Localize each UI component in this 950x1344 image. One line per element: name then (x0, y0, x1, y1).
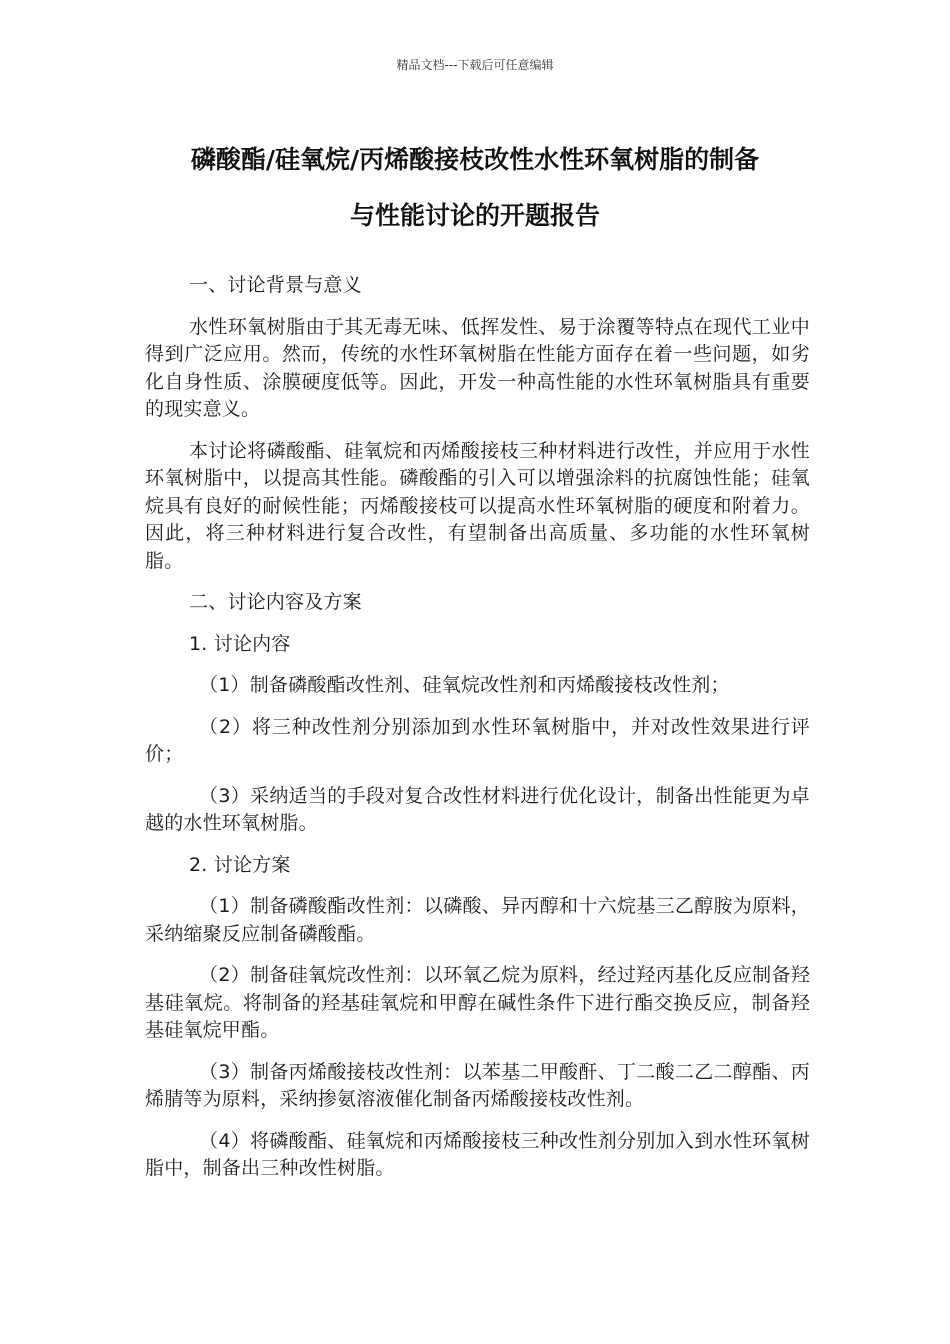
subsection-heading-plan: 2. 讨论方案 (189, 853, 291, 876)
document-body (145, 272, 810, 1197)
header-note: 精品文档---下载后可任意编辑 (396, 58, 554, 72)
section-heading-background: 一、讨论背景与意义 (189, 274, 362, 296)
list-item: （2）将三种改性剂分别添加到水性环氧树脂中，并对改性效果进行评价； (145, 715, 810, 765)
paragraph: 本讨论将磷酸酯、硅氧烷和丙烯酸接枝三种材料进行改性，并应用于水性环氧树脂中，以提高其性能。磷酸酯的引入可以增强涂料的抗腐蚀性能；硅氧烷具有良好的耐候性能；丙烯酸接枝可以提高水性环氧树脂的硬度和附着力。因此，将三种材料进行复合改性，有望制备出高质量、多功能的水性环氧树脂。 (145, 439, 810, 572)
list-item: （2）制备硅氧烷改性剂：以环氧乙烷为原料，经过羟丙基化反应制备羟基硅氧烷。将制备的羟基硅氧烷和甲醇在碱性条件下进行酯交换反应，制备羟基硅氧烷甲酯。 (145, 964, 810, 1041)
section-heading-content-plan: 二、讨论内容及方案 (189, 591, 362, 613)
document-title-line-1: 磷酸酯/硅氧烷/丙烯酸接枝改性水性环氧树脂的制备 (190, 145, 760, 174)
subsection-heading-content: 1. 讨论内容 (189, 632, 291, 655)
document-title-line-2: 与性能讨论的开题报告 (349, 201, 600, 230)
paragraph: 水性环氧树脂由于其无毒无味、低挥发性、易于涂覆等特点在现代工业中得到广泛应用。然而，传统的水性环氧树脂在性能方面存在着一些问题，如劣化自身性质、涂膜硬度低等。因此，开发一种高性能的水性环氧树脂具有重要的现实意义。 (145, 315, 810, 420)
list-item: （1）制备磷酸酯改性剂、硅氧烷改性剂和丙烯酸接枝改性剂； (199, 674, 730, 696)
list-item: （1）制备磷酸酯改性剂：以磷酸、异丙醇和十六烷基三乙醇胺为原料，采纳缩聚反应制备磷酸酯。 (145, 895, 810, 945)
list-item: （4）将磷酸酯、硅氧烷和丙烯酸接枝三种改性剂分别加入到水性环氧树脂中，制备出三种改性树脂。 (145, 1129, 810, 1179)
list-item: （3）采纳适当的手段对复合改性材料进行优化设计，制备出性能更为卓越的水性环氧树脂。 (145, 784, 810, 834)
list-item: （3）制备丙烯酸接枝改性剂：以苯基二甲酸酐、丁二酸二乙二醇酯、丙烯腈等为原料，采纳掺氨溶液催化制备丙烯酸接枝改性剂。 (145, 1060, 810, 1110)
